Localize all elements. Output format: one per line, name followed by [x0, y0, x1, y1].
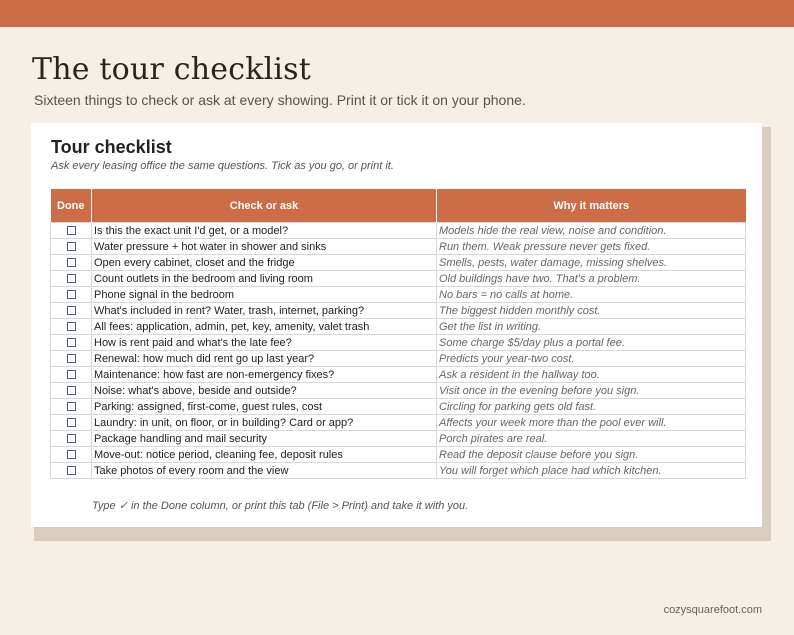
done-cell[interactable]	[51, 319, 92, 335]
table-row	[51, 415, 746, 431]
check-or-ask-cell: What's included in rent? Water, trash, internet, parking?	[92, 303, 437, 319]
done-cell[interactable]	[51, 239, 92, 255]
why-it-matters-cell: Get the list in writing.	[437, 319, 746, 335]
done-cell[interactable]	[51, 463, 92, 479]
done-cell[interactable]	[51, 335, 92, 351]
done-cell[interactable]	[51, 383, 92, 399]
table-row	[51, 303, 746, 319]
check-or-ask-cell: Move-out: notice period, cleaning fee, deposit rules	[92, 447, 437, 463]
checkbox-icon[interactable]	[67, 226, 76, 235]
check-or-ask-cell: Laundry: in unit, on floor, or in building? Card or app?	[92, 415, 437, 431]
check-or-ask-cell: Maintenance: how fast are non-emergency fixes?	[92, 367, 437, 383]
top-accent-band	[0, 0, 794, 27]
table-row	[51, 255, 746, 271]
done-cell[interactable]	[51, 351, 92, 367]
done-cell[interactable]	[51, 399, 92, 415]
why-it-matters-cell: Run them. Weak pressure never gets fixed.	[437, 239, 746, 255]
checkbox-icon[interactable]	[67, 290, 76, 299]
why-it-matters-cell: Porch pirates are real.	[437, 431, 746, 447]
check-or-ask-cell: Noise: what's above, beside and outside?	[92, 383, 437, 399]
why-it-matters-cell: Models hide the real view, noise and condition.	[437, 223, 746, 239]
why-it-matters-cell: Some charge $5/day plus a portal fee.	[437, 335, 746, 351]
check-or-ask-cell: How is rent paid and what's the late fee?	[92, 335, 437, 351]
check-or-ask-cell: Count outlets in the bedroom and living room	[92, 271, 437, 287]
checkbox-icon[interactable]	[67, 242, 76, 251]
checkbox-icon[interactable]	[67, 370, 76, 379]
table-row	[51, 447, 746, 463]
done-cell[interactable]	[51, 287, 92, 303]
table-row	[51, 367, 746, 383]
checkbox-icon[interactable]	[67, 386, 76, 395]
why-it-matters-cell: Circling for parking gets old fast.	[437, 399, 746, 415]
check-or-ask-cell: Parking: assigned, first-come, guest rules, cost	[92, 399, 437, 415]
table-row	[51, 319, 746, 335]
page-title: The tour checklist	[32, 52, 312, 87]
done-cell[interactable]	[51, 415, 92, 431]
done-cell[interactable]	[51, 303, 92, 319]
checkbox-icon[interactable]	[67, 450, 76, 459]
done-cell[interactable]	[51, 271, 92, 287]
why-it-matters-cell: Predicts your year-two cost.	[437, 351, 746, 367]
checkbox-icon[interactable]	[67, 354, 76, 363]
why-it-matters-cell: Visit once in the evening before you sign.	[437, 383, 746, 399]
checkbox-icon[interactable]	[67, 274, 76, 283]
table-row	[51, 399, 746, 415]
checkbox-icon[interactable]	[67, 306, 76, 315]
check-or-ask-cell: All fees: application, admin, pet, key, amenity, valet trash	[92, 319, 437, 335]
table-row	[51, 223, 746, 239]
check-or-ask-cell: Water pressure + hot water in shower and sinks	[92, 239, 437, 255]
column-header-check: Check or ask	[92, 189, 437, 223]
table-row	[51, 271, 746, 287]
check-or-ask-cell: Is this the exact unit I'd get, or a model?	[92, 223, 437, 239]
table-row	[51, 431, 746, 447]
check-or-ask-cell: Take photos of every room and the view	[92, 463, 437, 479]
why-it-matters-cell: Ask a resident in the hallway too.	[437, 367, 746, 383]
checkbox-icon[interactable]	[67, 322, 76, 331]
check-or-ask-cell: Open every cabinet, closet and the fridge	[92, 255, 437, 271]
why-it-matters-cell: You will forget which place had which kitchen.	[437, 463, 746, 479]
table-row	[51, 287, 746, 303]
why-it-matters-cell: Smells, pests, water damage, missing shelves.	[437, 255, 746, 271]
site-credit: cozysquarefoot.com	[663, 604, 762, 616]
check-or-ask-cell: Package handling and mail security	[92, 431, 437, 447]
checkbox-icon[interactable]	[67, 402, 76, 411]
checkbox-icon[interactable]	[67, 338, 76, 347]
sheet-footer: Type ✓ in the Done column, or print this tab (File > Print) and take it with you.	[92, 500, 469, 512]
checkbox-icon[interactable]	[67, 258, 76, 267]
table-row	[51, 383, 746, 399]
done-cell[interactable]	[51, 223, 92, 239]
checklist-sheet	[31, 123, 762, 527]
table-header-row	[51, 189, 746, 223]
column-header-why: Why it matters	[437, 189, 746, 223]
done-cell[interactable]	[51, 447, 92, 463]
page-subtitle: Sixteen things to check or ask at every showing. Print it or tick it on your phone.	[34, 92, 526, 108]
why-it-matters-cell: Old buildings have two. That's a problem.	[437, 271, 746, 287]
checklist-body	[51, 223, 746, 479]
why-it-matters-cell: The biggest hidden monthly cost.	[437, 303, 746, 319]
checkbox-icon[interactable]	[67, 434, 76, 443]
sheet-title: Tour checklist	[51, 137, 172, 157]
done-cell[interactable]	[51, 431, 92, 447]
sheet-note: Ask every leasing office the same questions. Tick as you go, or print it.	[51, 160, 394, 172]
done-cell[interactable]	[51, 255, 92, 271]
table-row	[51, 351, 746, 367]
check-or-ask-cell: Phone signal in the bedroom	[92, 287, 437, 303]
checkbox-icon[interactable]	[67, 418, 76, 427]
column-header-done: Done	[51, 189, 92, 223]
checkbox-icon[interactable]	[67, 466, 76, 475]
table-row	[51, 335, 746, 351]
check-or-ask-cell: Renewal: how much did rent go up last year?	[92, 351, 437, 367]
table-row	[51, 463, 746, 479]
why-it-matters-cell: Read the deposit clause before you sign.	[437, 447, 746, 463]
why-it-matters-cell: No bars = no calls at home.	[437, 287, 746, 303]
why-it-matters-cell: Affects your week more than the pool ever will.	[437, 415, 746, 431]
done-cell[interactable]	[51, 367, 92, 383]
checklist-table	[50, 189, 746, 479]
table-row	[51, 239, 746, 255]
